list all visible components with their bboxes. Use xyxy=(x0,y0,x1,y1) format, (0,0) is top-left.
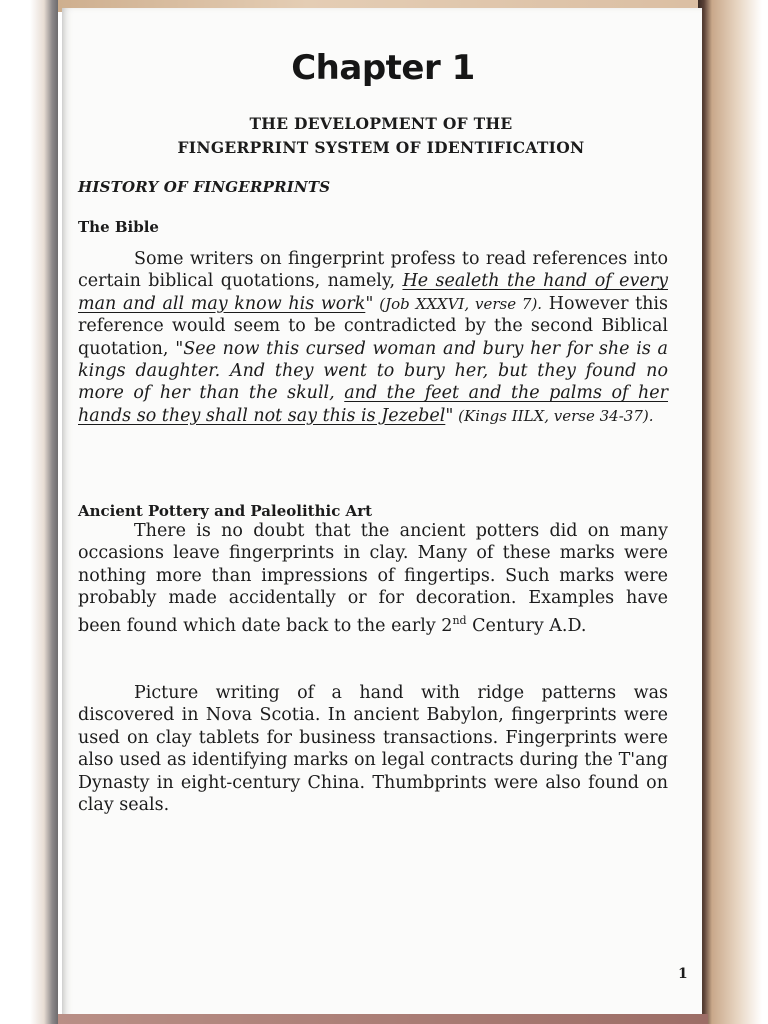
chapter-subtitle-line-1: THE DEVELOPMENT OF THE xyxy=(249,114,513,133)
kings-quotation: "See now this cursed woman and bury her for she is a kings daughter. And they went to bury her, but they found no more of her than the skull, xyxy=(78,338,668,404)
pottery-text: There is no doubt that the ancient potters did on many occasions leave fingerprints in clay. Many of these marks were nothing more than impressions of fingertips. Such marks were probably made accidentally or for decoration. Examples have been found which date back to the early 2 xyxy=(78,521,668,636)
photo-background-left xyxy=(0,0,58,1024)
kings-reference: (Kings IILX, verse 34-37). xyxy=(453,406,654,425)
bible-paragraph xyxy=(78,248,668,427)
pottery-heading: Ancient Pottery and Paleolithic Art xyxy=(78,502,373,520)
chapter-subtitle xyxy=(78,112,684,160)
page-number: 1 xyxy=(678,966,688,982)
kings-quotation-close: " xyxy=(445,405,454,426)
superscript-nd: nd xyxy=(452,613,467,627)
section-heading: HISTORY OF FINGERPRINTS xyxy=(78,178,331,196)
chapter-subtitle-line-2: FINGERPRINT SYSTEM OF IDENTIFICATION xyxy=(177,138,585,157)
pottery-paragraph-1 xyxy=(78,520,668,637)
pottery-text-end: Century A.D. xyxy=(466,615,587,636)
bible-text-middle: However this reference would seem to be contradicted by the second Biblical quotation, xyxy=(78,293,668,359)
kings-quotation-underlined: and the feet and the palms of her hands so they shall not say this is Jezebel xyxy=(78,383,669,426)
job-quotation-close: " xyxy=(365,293,374,314)
photo-background-bottom xyxy=(58,1014,708,1024)
photo-background-right xyxy=(698,0,768,1024)
bible-text-intro: Some writers on fingerprint profess to read references into certain biblical quotations, namely, xyxy=(78,249,668,292)
job-quotation: He sealeth the hand of every man and all may know his work xyxy=(78,271,668,314)
chapter-title: Chapter 1 xyxy=(291,48,475,88)
pottery-paragraph-2: Picture writing of a hand with ridge patterns was discovered in Nova Scotia. In ancient Babylon, fingerprints were used on clay tablets for business transactions. Fingerprints were also used as identifying marks on legal contracts during the T'ang Dynasty in eight-century China. Thumbprints were also found on clay seals. xyxy=(78,683,668,816)
job-reference: (Job XXXVI, verse 7). xyxy=(373,294,543,313)
bible-heading: The Bible xyxy=(78,218,159,236)
